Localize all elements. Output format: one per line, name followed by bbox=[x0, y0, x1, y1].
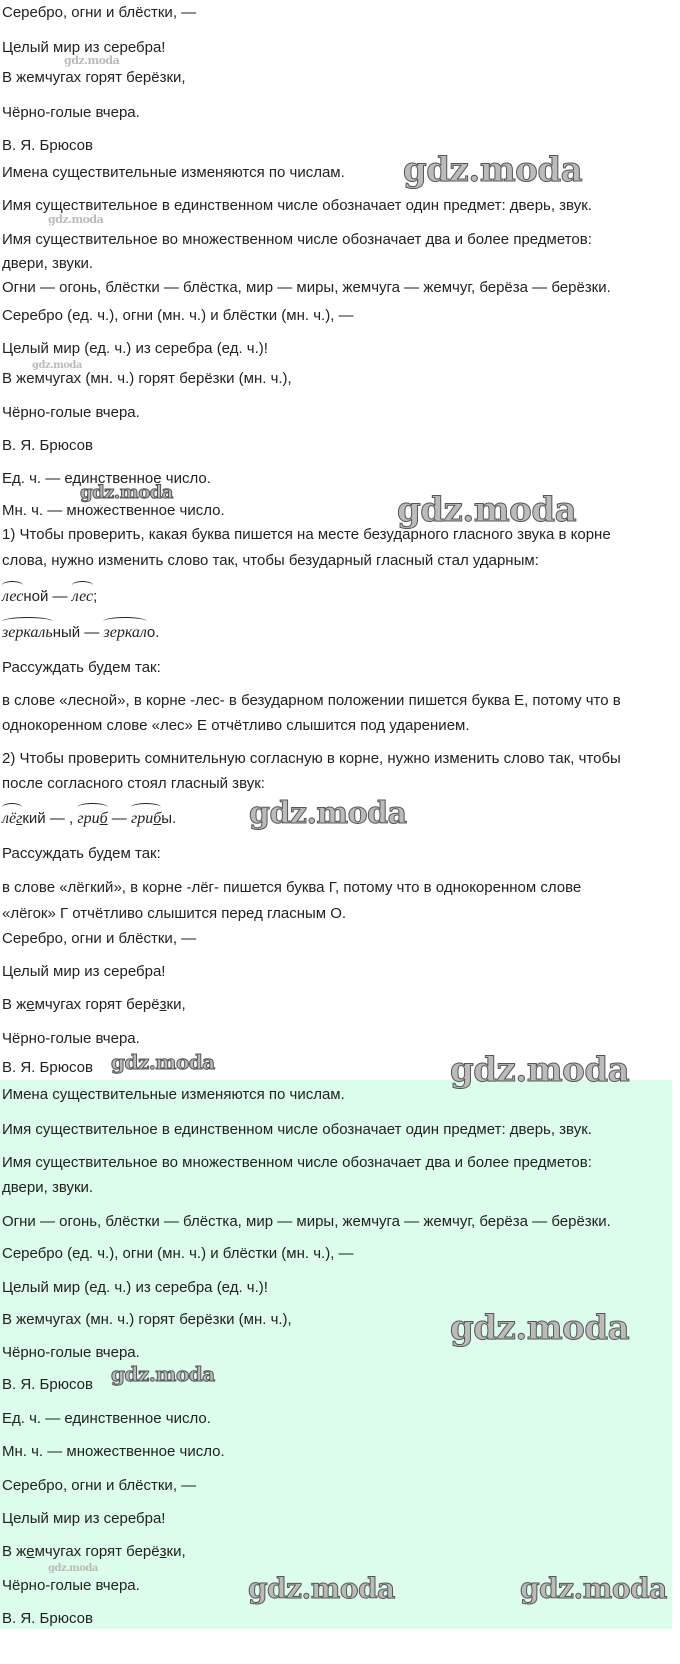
root-text: лес bbox=[71, 588, 94, 605]
text-line: Серебро, огни и блёстки, — bbox=[2, 1477, 197, 1494]
root-text: зеркал bbox=[103, 624, 147, 641]
watermark-logo: gdz.moda bbox=[32, 360, 82, 371]
watermark-logo: gdz.moda bbox=[48, 213, 104, 226]
text-line: Чёрно-голые вчера. bbox=[2, 1344, 140, 1361]
text-segment: ный — bbox=[52, 624, 104, 641]
watermark-logo: gdz.moda bbox=[397, 490, 577, 530]
text-line: после согласного стоял гласный звук: bbox=[2, 775, 265, 792]
text-line: Ед. ч. — единственное число. bbox=[2, 1410, 211, 1427]
watermark-logo: gdz.moda bbox=[111, 1362, 215, 1386]
text-line: Целый мир из серебра! bbox=[2, 1510, 166, 1527]
text-line: Имя существительное в единственном числе обозначает один предмет: дверь, звук. bbox=[2, 1121, 592, 1138]
underlined-letter: б bbox=[99, 810, 108, 827]
text-line: 2) Чтобы проверить сомнительную согласную в корне, нужно изменить слово так, чтобы bbox=[2, 750, 621, 767]
text-line: Чёрно-голые вчера. bbox=[2, 104, 140, 121]
watermark-logo: gdz.moda bbox=[64, 54, 120, 67]
watermark-logo: gdz.moda bbox=[403, 150, 583, 190]
word-root bbox=[103, 624, 146, 642]
root-text: гри bbox=[130, 810, 154, 827]
watermark-logo: gdz.moda bbox=[450, 1308, 630, 1348]
text-line: Рассуждать будем так: bbox=[2, 659, 161, 676]
text-line: Чёрно-голые вчера. bbox=[2, 1030, 140, 1047]
text-line: Мн. ч. — множественное число. bbox=[2, 1443, 225, 1460]
text-line: Целый мир (ед. ч.) из серебра (ед. ч.)! bbox=[2, 1279, 268, 1296]
underlined-letter: г bbox=[16, 810, 23, 827]
text-line: Целый мир из серебра! bbox=[2, 963, 166, 980]
underlined-letter: з bbox=[159, 996, 167, 1013]
watermark-logo: gdz.moda bbox=[48, 1563, 98, 1574]
text-segment: — bbox=[107, 810, 131, 827]
text-line bbox=[2, 588, 97, 606]
root-text: гри bbox=[77, 810, 100, 827]
underlined-letter: е bbox=[26, 996, 35, 1013]
text-segment: ; bbox=[93, 588, 98, 605]
watermark-logo: gdz.moda bbox=[111, 1050, 215, 1074]
text-segment: ки, bbox=[166, 996, 186, 1013]
text-segment: ки, bbox=[166, 1543, 186, 1560]
text-line: Серебро (ед. ч.), огни (мн. ч.) и блёстки (мн. ч.), — bbox=[2, 307, 354, 324]
text-line: Мн. ч. — множественное число. bbox=[2, 502, 225, 519]
text-line: В. Я. Брюсов bbox=[2, 137, 93, 154]
text-segment: мчугах горят берё bbox=[34, 1543, 160, 1560]
text-line: в слове «лёгкий», в корне -лёг- пишется буква Г, потому что в однокоренном слове bbox=[2, 879, 582, 896]
text-line: Имя существительное во множественном числе обозначает два и более предметов: bbox=[2, 1154, 592, 1171]
text-line: Огни — огонь, блёстки — блёстка, мир — миры, жемчуга — жемчуг, берёза — берёзки. bbox=[2, 279, 611, 296]
word-root bbox=[131, 810, 161, 828]
text-line: слова, нужно изменить слово так, чтобы безударный гласный стал ударным: bbox=[2, 552, 539, 569]
text-line bbox=[2, 1543, 186, 1561]
word-root bbox=[72, 588, 93, 606]
text-line: В. Я. Брюсов bbox=[2, 437, 93, 454]
underlined-letter: з bbox=[159, 1543, 167, 1560]
text-line: Серебро (ед. ч.), огни (мн. ч.) и блёстки (мн. ч.), — bbox=[2, 1245, 354, 1262]
text-line: Имена существительные изменяются по числам. bbox=[2, 164, 345, 181]
root-text: лес bbox=[2, 588, 24, 605]
text-line: Целый мир из серебра! bbox=[2, 39, 166, 56]
watermark-logo: gdz.moda bbox=[450, 1050, 630, 1090]
watermark-logo: gdz.moda bbox=[249, 796, 407, 831]
text-line: Рассуждать будем так: bbox=[2, 845, 161, 862]
root-text: зеркаль bbox=[2, 624, 53, 641]
text-line bbox=[2, 996, 186, 1014]
text-line: В. Я. Брюсов bbox=[2, 1376, 93, 1393]
text-line: В жемчугах горят берёзки, bbox=[2, 69, 186, 86]
text-line: Имя существительное во множественном числе обозначает два и более предметов: bbox=[2, 231, 592, 248]
text-line: двери, звуки. bbox=[2, 1179, 94, 1196]
text-line bbox=[2, 810, 176, 828]
text-line: Ед. ч. — единственное число. bbox=[2, 470, 211, 487]
text-line: 1) Чтобы проверить, какая буква пишется на месте безударного гласного звука в корне bbox=[2, 526, 611, 543]
watermark-logo: gdz.moda bbox=[248, 1572, 395, 1605]
text-line: Целый мир (ед. ч.) из серебра (ед. ч.)! bbox=[2, 340, 268, 357]
text-segment: В ж bbox=[2, 996, 27, 1013]
watermark-logo: gdz.moda bbox=[520, 1572, 667, 1605]
text-line: Серебро, огни и блёстки, — bbox=[2, 4, 197, 21]
text-segment: о. bbox=[146, 624, 160, 641]
watermark-logo: gdz.moda bbox=[80, 482, 173, 503]
text-line: Имя существительное в единственном числе обозначает один предмет: дверь, звук. bbox=[2, 197, 592, 214]
word-root bbox=[2, 588, 23, 606]
text-line: Огни — огонь, блёстки — блёстка, мир — миры, жемчуга — жемчуг, берёза — берёзки. bbox=[2, 1213, 611, 1230]
text-segment: ной — bbox=[23, 588, 72, 605]
text-line: Имена существительные изменяются по числам. bbox=[2, 1086, 345, 1103]
text-line: двери, звуки. bbox=[2, 255, 94, 272]
word-root bbox=[77, 810, 107, 828]
text-line: В жемчугах (мн. ч.) горят берёзки (мн. ч.), bbox=[2, 370, 292, 387]
text-line: В жемчугах (мн. ч.) горят берёзки (мн. ч.), bbox=[2, 1311, 292, 1328]
text-line: однокоренном слове «лес» Е отчётливо слышится под ударением. bbox=[2, 717, 470, 734]
text-line: Серебро, огни и блёстки, — bbox=[2, 930, 197, 947]
text-segment: В ж bbox=[2, 1543, 27, 1560]
text-line: в слове «лесной», в корне -лес- в безударном положении пишется буква Е, потому что в bbox=[2, 692, 621, 709]
text-line bbox=[2, 624, 159, 642]
text-line: Чёрно-голые вчера. bbox=[2, 1577, 140, 1594]
text-line: В. Я. Брюсов bbox=[2, 1059, 93, 1076]
underlined-letter: б bbox=[153, 810, 162, 827]
text-segment: мчугах горят берё bbox=[34, 996, 160, 1013]
word-root bbox=[2, 624, 53, 642]
text-segment: кий — , bbox=[22, 810, 78, 827]
text-line: «лёгок» Г отчётливо слышится перед гласным О. bbox=[2, 905, 347, 922]
text-line: Чёрно-голые вчера. bbox=[2, 404, 140, 421]
underlined-letter: е bbox=[26, 1543, 35, 1560]
root-text: лё bbox=[2, 810, 17, 827]
text-line: В. Я. Брюсов bbox=[2, 1610, 93, 1627]
text-segment: ы. bbox=[161, 810, 177, 827]
word-root bbox=[2, 810, 22, 828]
